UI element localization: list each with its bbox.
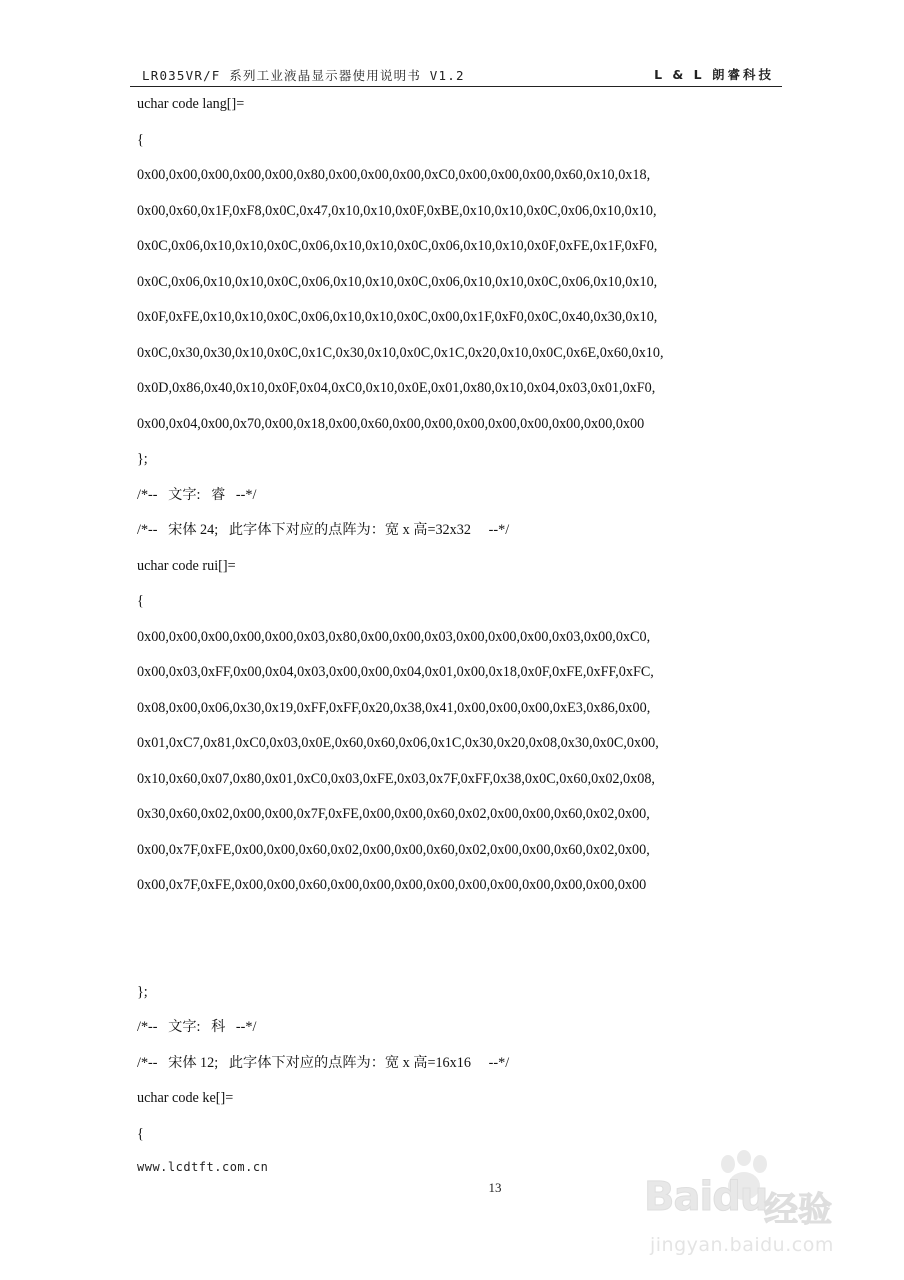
company-name: L & L 朗睿科技	[654, 67, 774, 82]
code-line: 0x0C,0x06,0x10,0x10,0x0C,0x06,0x10,0x10,0x0C,0x06,0x10,0x10,0x0C,0x06,0x10,0x10,	[137, 273, 658, 290]
code-line: 0x01,0xC7,0x81,0xC0,0x03,0x0E,0x60,0x60,0x06,0x1C,0x30,0x20,0x08,0x30,0x0C,0x00,	[137, 735, 659, 751]
code-line: 0x10,0x60,0x07,0x80,0x01,0xC0,0x03,0xFE,0x03,0x7F,0xFF,0x38,0x0C,0x60,0x02,0x08,	[137, 770, 655, 787]
code-line: {	[137, 1125, 144, 1142]
code-line: uchar code ke[]=	[137, 1090, 234, 1106]
code-line: 0x00,0x7F,0xFE,0x00,0x00,0x60,0x00,0x00,0x00,0x00,0x00,0x00,0x00,0x00,0x00,0x00	[137, 877, 647, 893]
watermark-brand-cn: 经验	[764, 1190, 832, 1230]
code-line: 0x0F,0xFE,0x10,0x10,0x0C,0x06,0x10,0x10,0x0C,0x00,0x1F,0xF0,0x0C,0x40,0x30,0x10,	[137, 309, 658, 325]
code-line: {	[137, 131, 144, 148]
code-line: 0x0D,0x86,0x40,0x10,0x0F,0x04,0xC0,0x10,0x0E,0x01,0x80,0x10,0x04,0x03,0x01,0xF0,	[137, 380, 656, 396]
document-title: LR035VR/F 系列工业液晶显示器使用说明书 V1.2	[142, 68, 465, 83]
code-line: uchar code rui[]=	[137, 557, 236, 574]
code-line: 0x08,0x00,0x06,0x30,0x19,0xFF,0xFF,0x20,0x38,0x41,0x00,0x00,0x00,0xE3,0x86,0x00,	[137, 699, 651, 716]
code-line: 0x00,0x04,0x00,0x70,0x00,0x18,0x00,0x60,0x00,0x00,0x00,0x00,0x00,0x00,0x00,0x00	[137, 415, 645, 432]
code-line: 0x00,0x00,0x00,0x00,0x00,0x80,0x00,0x00,0x00,0xC0,0x00,0x00,0x00,0x60,0x10,0x18,	[137, 167, 651, 183]
code-line: 0x00,0x60,0x1F,0xF8,0x0C,0x47,0x10,0x10,0x0F,0xBE,0x10,0x10,0x0C,0x06,0x10,0x10,	[137, 202, 657, 219]
code-line: /*-- 文字: 科 --*/	[137, 1019, 257, 1035]
blank-gap	[137, 911, 757, 982]
baidu-jingyan-watermark	[640, 1150, 890, 1270]
code-line: 0x0C,0x06,0x10,0x10,0x0C,0x06,0x10,0x10,0x0C,0x06,0x10,0x10,0x0F,0xFE,0x1F,0xF0,	[137, 238, 658, 254]
code-listing	[137, 94, 757, 1159]
code-line: {	[137, 593, 144, 609]
code-line: /*-- 宋体 24; 此字体下对应的点阵为：宽 x 高=32x32 --*/	[137, 522, 510, 538]
code-line: 0x00,0x00,0x00,0x00,0x00,0x03,0x80,0x00,0x00,0x03,0x00,0x00,0x00,0x03,0x00,0xC0,	[137, 628, 651, 645]
code-line: };	[137, 983, 148, 1000]
code-line: /*-- 文字: 睿 --*/	[137, 486, 257, 503]
footer-website: www.lcdtft.com.cn	[137, 1160, 269, 1174]
code-line: /*-- 宋体 12; 此字体下对应的点阵为：宽 x 高=16x16 --*/	[137, 1054, 510, 1071]
code-line: uchar code lang[]=	[137, 96, 245, 112]
code-line: };	[137, 451, 148, 467]
code-line: 0x30,0x60,0x02,0x00,0x00,0x7F,0xFE,0x00,0x00,0x60,0x02,0x00,0x00,0x60,0x02,0x00,	[137, 806, 650, 822]
code-line: 0x00,0x7F,0xFE,0x00,0x00,0x60,0x02,0x00,0x00,0x60,0x02,0x00,0x00,0x60,0x02,0x00,	[137, 841, 650, 858]
code-line: 0x0C,0x30,0x30,0x10,0x0C,0x1C,0x30,0x10,0x0C,0x1C,0x20,0x10,0x0C,0x6E,0x60,0x10,	[137, 344, 664, 361]
page-number: 13	[488, 1180, 502, 1195]
code-line: 0x00,0x03,0xFF,0x00,0x04,0x03,0x00,0x00,0x04,0x01,0x00,0x18,0x0F,0xFE,0xFF,0xFC,	[137, 664, 654, 680]
watermark-brand: Baidu	[644, 1174, 768, 1220]
code-block-ke	[137, 982, 757, 1160]
page-header	[130, 64, 782, 87]
watermark-site: jingyan.baidu.com	[650, 1234, 834, 1256]
code-block-lang-rui	[137, 94, 757, 911]
